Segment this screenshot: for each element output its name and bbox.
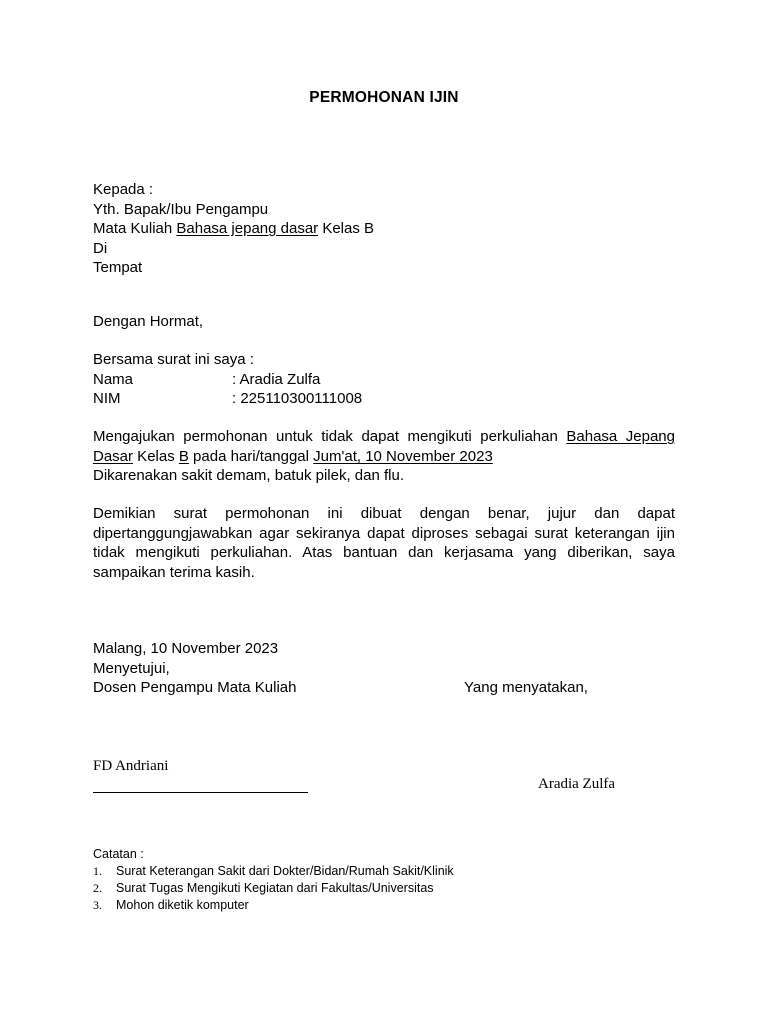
note-number: 2. bbox=[93, 881, 102, 895]
note-number: 3. bbox=[93, 898, 102, 912]
notes-heading: Catatan : bbox=[93, 847, 144, 861]
recipient-course-line bbox=[93, 219, 675, 239]
note-number: 1. bbox=[93, 864, 102, 878]
note-text: Mohon diketik komputer bbox=[116, 898, 249, 912]
student-name: Aradia Zulfa bbox=[538, 776, 616, 792]
request-class: B bbox=[178, 447, 189, 465]
identity-block bbox=[93, 350, 675, 409]
request-text-c: pada hari/tanggal bbox=[188, 447, 314, 465]
notes-block bbox=[93, 846, 454, 914]
signature-line bbox=[93, 780, 308, 793]
note-text: Surat Keterangan Sakit dari Dokter/Bidan/Rumah Sakit/Klinik bbox=[116, 864, 454, 878]
request-text-b: Kelas bbox=[133, 447, 179, 465]
request-reason: Dikarenakan sakit demam, batuk pilek, dan flu. bbox=[93, 467, 404, 484]
nama-value: : Aradia Zulfa bbox=[232, 370, 321, 388]
course-class: Kelas B bbox=[318, 220, 375, 237]
request-course: Bahasa Jepang Dasar bbox=[93, 428, 675, 465]
course-prefix: Mata Kuliah bbox=[93, 220, 177, 237]
nim-value: : 225110300111008 bbox=[232, 390, 363, 407]
lecturer-label: Dosen Pengampu Mata Kuliah bbox=[93, 679, 297, 696]
student-label: Yang menyatakan, bbox=[464, 679, 588, 696]
recipient-tempat: Tempat bbox=[93, 259, 143, 276]
request-paragraph bbox=[93, 427, 675, 466]
approved-text: Menyetujui, bbox=[93, 659, 170, 677]
lecturer-name: FD Andriani bbox=[93, 758, 169, 774]
nim-label: NIM bbox=[93, 390, 121, 407]
note-item bbox=[93, 897, 454, 914]
intro-text: Bersama surat ini saya : bbox=[93, 351, 254, 368]
note-item bbox=[93, 880, 454, 897]
letter-title: PERMOHONAN IJIN bbox=[309, 89, 459, 106]
recipient-block bbox=[93, 180, 675, 278]
request-date: Jum'at, 10 November 2023 bbox=[313, 447, 493, 465]
greeting: Dengan Hormat, bbox=[93, 313, 204, 330]
course-name: Bahasa jepang dasar bbox=[176, 220, 319, 237]
recipient-yth: Yth. Bapak/Ibu Pengampu bbox=[93, 200, 269, 218]
closing-paragraph: Demikian surat permohonan ini dibuat dengan benar, jujur dan dapat dipertanggungjawabkan agar sekiranya dapat diproses sebagai surat keterangan ijin tidak mengikuti perkuliahan. Atas bantuan dan kerjasama yang diberikan, saya sampaikan terima kasih. bbox=[93, 505, 675, 581]
recipient-kepada: Kepada : bbox=[93, 181, 154, 198]
request-text-a: Mengajukan permohonan untuk tidak dapat mengikuti perkuliahan bbox=[93, 428, 567, 445]
identity-row-nim bbox=[93, 389, 675, 409]
note-item bbox=[93, 863, 454, 880]
note-text: Surat Tugas Mengikuti Kegiatan dari Fakultas/Universitas bbox=[116, 881, 434, 895]
nama-label: Nama bbox=[93, 370, 134, 388]
recipient-di: Di bbox=[93, 239, 108, 257]
place-date: Malang, 10 November 2023 bbox=[93, 640, 279, 657]
identity-row-nama bbox=[93, 370, 675, 390]
